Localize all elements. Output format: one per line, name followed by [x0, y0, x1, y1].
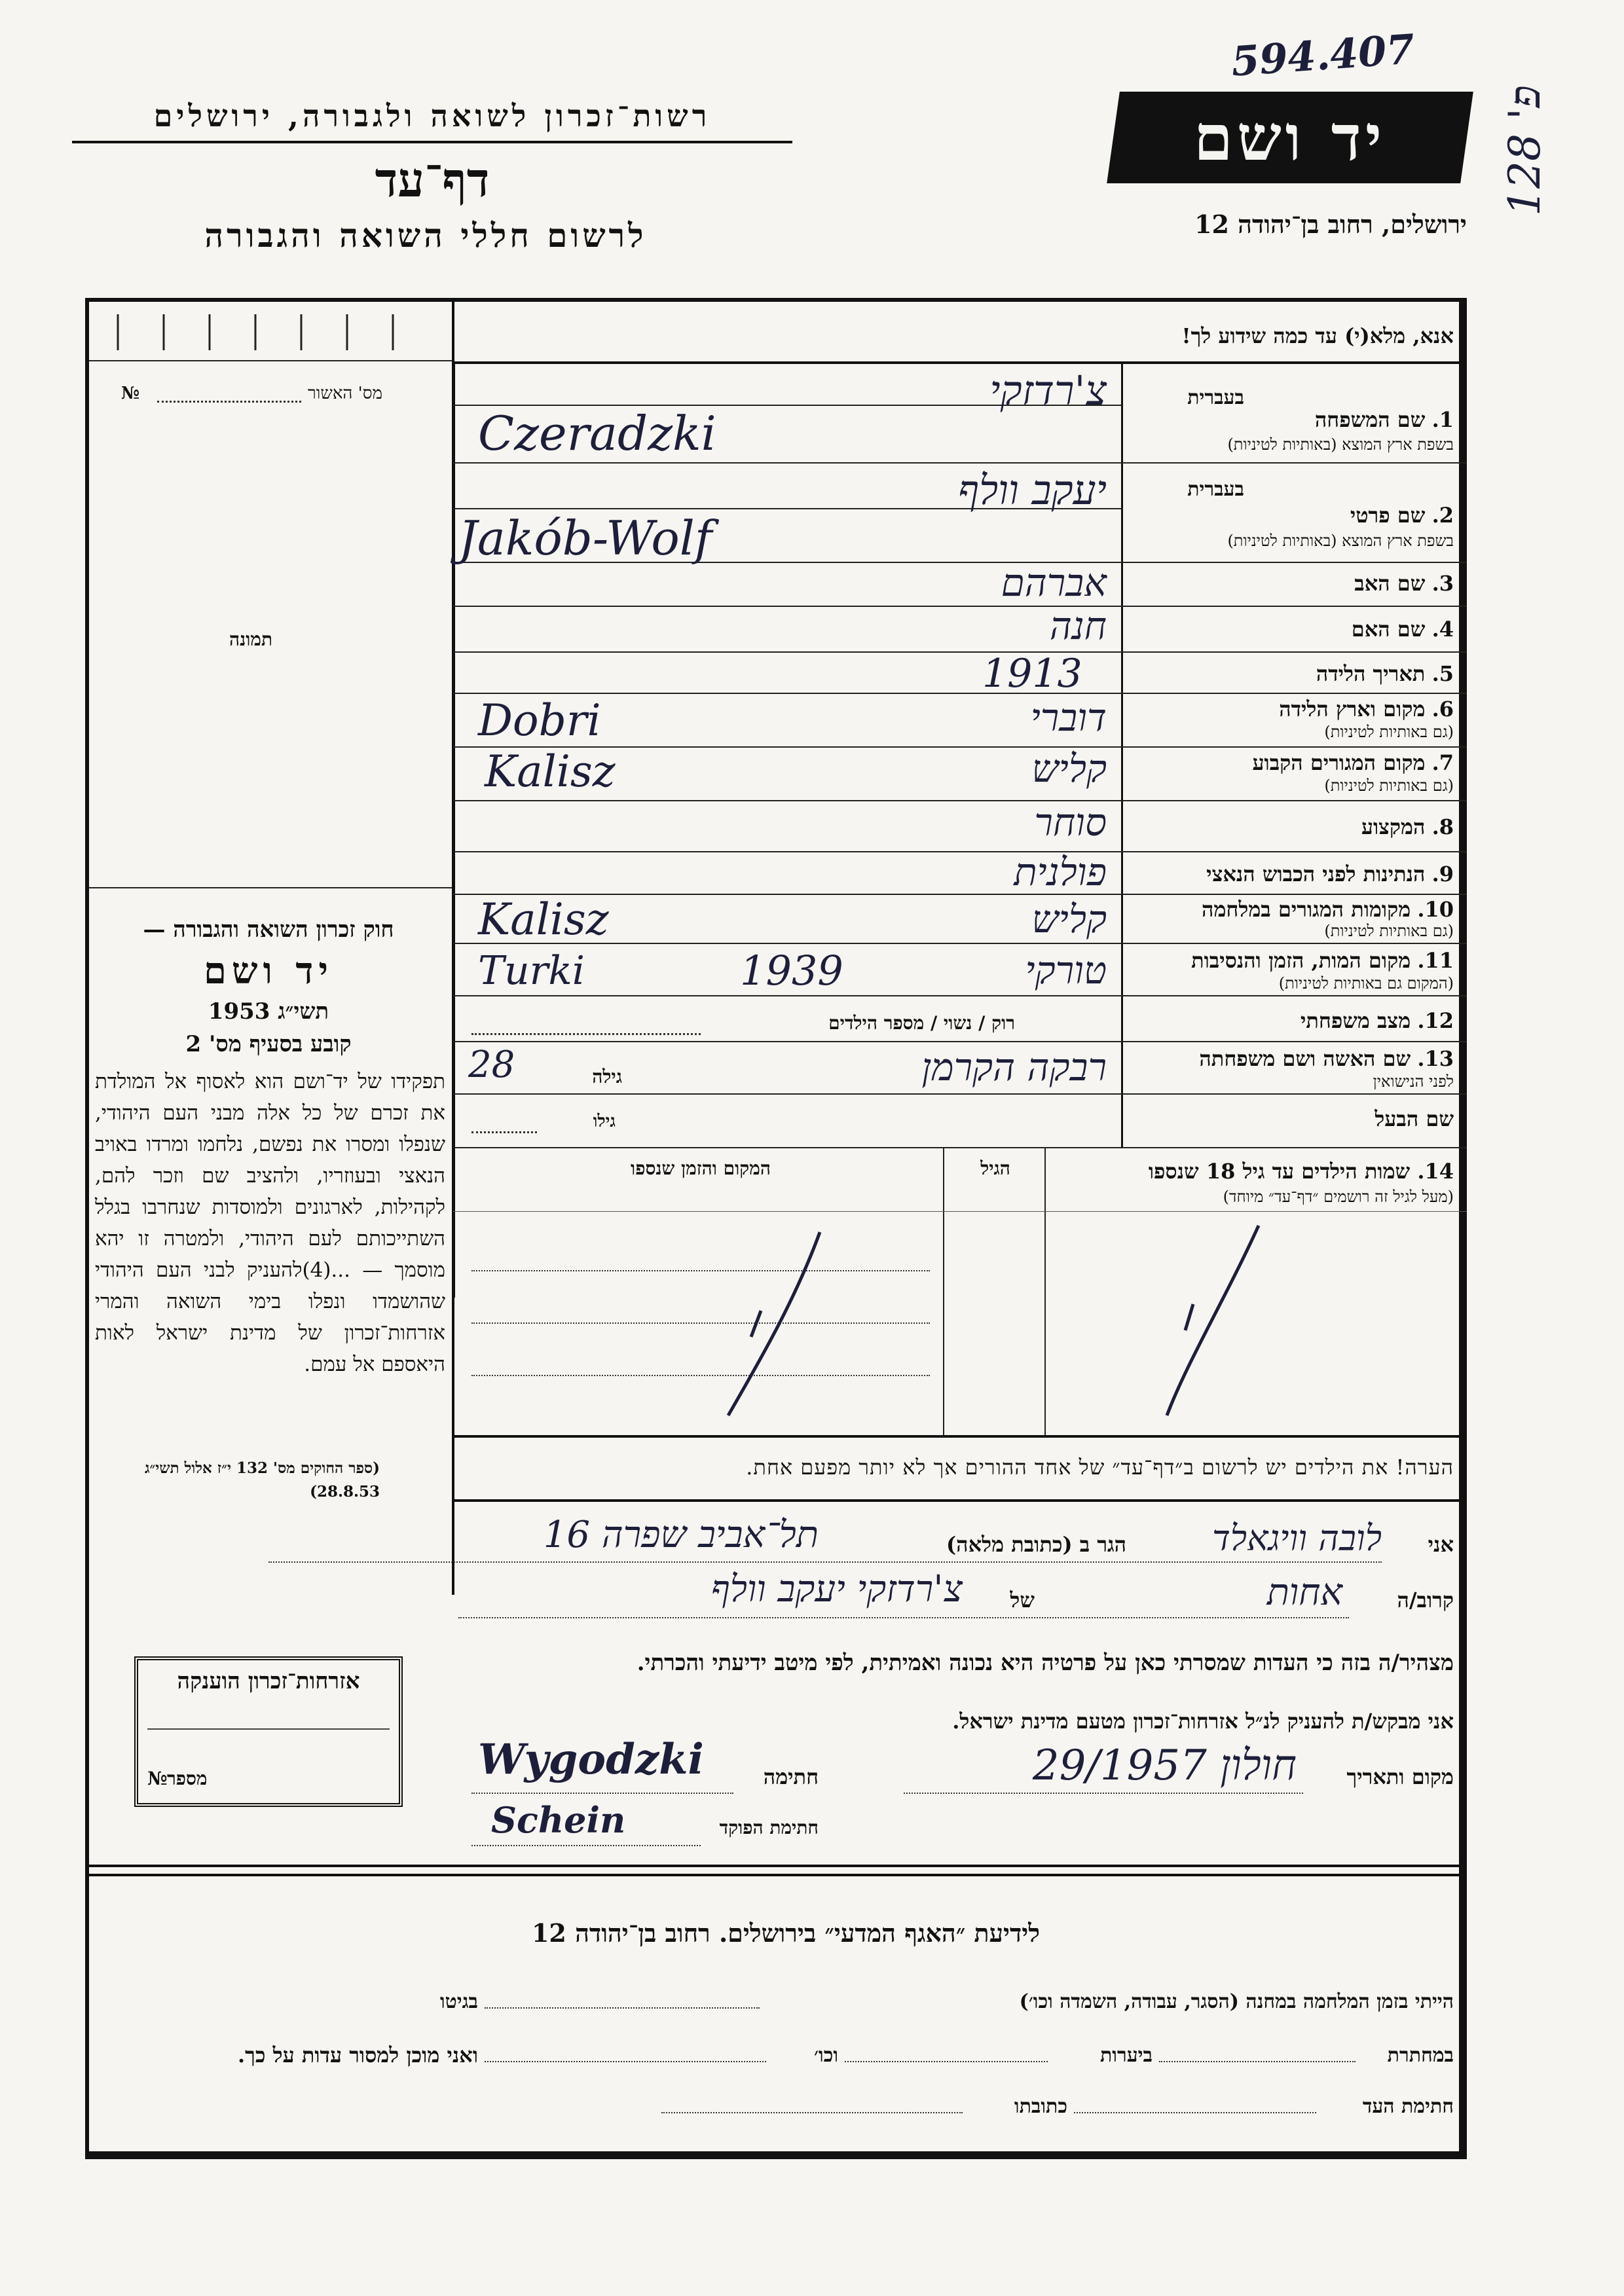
husband-label: שם הבעל: [1375, 1106, 1454, 1131]
note-top-line: [453, 1435, 1467, 1438]
children-strike-marks: [453, 1147, 1467, 1435]
instructions: אנא, מלא(י) עד כמה שידוע לך!: [1181, 323, 1454, 348]
strike-mark: [1185, 1304, 1193, 1330]
children-age-col: הגיל: [980, 1157, 1010, 1179]
strike-mark: [728, 1232, 820, 1415]
footer-line2-dots-2: [845, 2061, 1048, 2062]
field-6-num: 6.: [1431, 697, 1454, 721]
field-1-tag: בעברית: [1187, 386, 1244, 409]
field-10-label: [1133, 897, 1454, 922]
row-line: [453, 1041, 1467, 1042]
footer-line3-dots-1: [1074, 2112, 1316, 2113]
children-label-text: שמות הילדים עד גיל 18 שנספו: [1148, 1159, 1411, 1184]
officer-dots: [471, 1845, 701, 1846]
field-9-num: 9.: [1431, 862, 1454, 886]
field-6-latin: Dobri: [478, 695, 601, 746]
law-year: תשי״ג 1953: [208, 998, 329, 1025]
law-title: חוק זכרון השואה והגבורה —: [143, 917, 394, 943]
note: הערה! את הילדים יש לרשום ב״דף־עד״ של אחד ההורים אך לא יותר מפעם אחת.: [746, 1455, 1454, 1480]
relation-label: קרוב/ה: [1397, 1588, 1454, 1613]
footer-line2-a: במחתרת: [1387, 2044, 1454, 2067]
officer-label: חתימת הפוקד: [719, 1817, 819, 1838]
field-12-num: 12.: [1417, 1008, 1454, 1033]
field-7-label-text: מקום המגורים הקבוע: [1252, 750, 1426, 775]
field-1-latin: Czeradzki: [478, 406, 716, 461]
request-text: אני מבקש/ת להעניק לנ״ל אזרחות־זכרון מטעם מדינת ישראל.: [952, 1709, 1454, 1734]
place-date-value: חולון 29/1957: [1032, 1741, 1297, 1790]
field-7-latin: Kalisz: [485, 746, 616, 797]
footer-line-2: [89, 1874, 1467, 1876]
strike-mark: [751, 1311, 761, 1337]
row-line: [453, 693, 1467, 694]
field-11-latin: Turki: [478, 948, 585, 994]
field-12-label: [1133, 1008, 1454, 1033]
field-5-num: 5.: [1431, 661, 1454, 686]
husband-age-dots: [471, 1131, 537, 1133]
field-4-num: 4.: [1431, 617, 1454, 642]
cert-dots: [157, 401, 301, 403]
signature: Wygodzki: [478, 1735, 704, 1784]
law-source: (ספר החוקים מס' 132 י״ז אלול תשי״ג 28.8.53): [144, 1459, 380, 1501]
children-num: 14.: [1417, 1159, 1454, 1184]
of-name: צ'רדזקי יעקב וולף: [710, 1568, 963, 1611]
declarant-name: לובה וויגאלד: [1211, 1518, 1382, 1559]
field-8-num: 8.: [1431, 814, 1454, 839]
children-sub: (מעל לגיל זה רושמים ״דף־עד״ מיוחד): [1223, 1188, 1454, 1206]
field-13-sub: לפני הנישואין: [1373, 1072, 1454, 1091]
memorial-box-number-label: מספר: [167, 1768, 208, 1789]
field-5-label: [1133, 661, 1454, 686]
address: ירושלים, רחוב בן־יהודה 12: [1194, 210, 1467, 239]
field-1-sub: בשפת ארץ המוצא (באותיות לטיניות): [1227, 435, 1454, 454]
signature-label: חתימה: [763, 1764, 819, 1789]
field-13-label: [1133, 1046, 1454, 1071]
field-2-sub: בשפת ארץ המוצא (באותיות לטיניות): [1227, 532, 1454, 550]
field-6-sub: (גם באותיות לטיניות): [1324, 723, 1454, 741]
field-3-value: אברהם: [1001, 560, 1107, 605]
field-2-hebrew: יעקב וולף: [958, 466, 1107, 514]
field-7-hebrew: קליש: [1031, 746, 1107, 791]
footer-line1-a: הייתי בזמן המלחמה במחנה (הסגר, עבודה, השמדה וכו׳): [1019, 1990, 1454, 2013]
footer-line2-dots-1: [1159, 2061, 1356, 2062]
form-subtitle: לרשום חללי השואה והגבורה: [204, 216, 647, 255]
field-11-label: [1133, 948, 1454, 973]
field-11-hebrew: טורקי: [1025, 948, 1107, 993]
field-5-value: 1913: [982, 651, 1082, 697]
marital-options: רוק / נשוי / מספר הילדים: [828, 1012, 1015, 1034]
row-line: [453, 651, 1467, 653]
field-2-label: [1133, 503, 1454, 528]
archive-number: 594.407: [1229, 25, 1416, 86]
footer-line3-a: חתימת העד: [1362, 2095, 1454, 2118]
wife-age-value: 28: [468, 1044, 515, 1086]
field-10-hebrew: קליש: [1031, 897, 1107, 941]
logo-text: יד ושם: [1194, 100, 1386, 175]
row-line: [453, 1093, 1467, 1095]
field-13-num: 13.: [1417, 1046, 1454, 1071]
field-11-label-text: מקום המות, הזמן והנסיבות: [1191, 948, 1411, 973]
field-7-label: [1133, 750, 1454, 775]
field-5-label-text: תאריך הלידה: [1316, 661, 1426, 686]
field-10-sub: (גם באותיות לטיניות): [1324, 922, 1454, 940]
row-line: [453, 995, 1467, 996]
field-13-hebrew: רבקה הקרמן: [921, 1045, 1107, 1089]
field-11-sub: (המקום גם באותיות לטיניות): [1278, 974, 1454, 993]
cert-ticks: [105, 308, 432, 354]
field-11-num: 11.: [1417, 948, 1454, 973]
field-8-value: סוחר: [1034, 800, 1107, 845]
strike-mark: [1167, 1226, 1259, 1415]
footer-title: לידיעת ״האגף המדעי״ בירושלים. רחוב בן־יהודה 12: [531, 1918, 1041, 1948]
declarant-address: תל־אביב שפרה 16: [543, 1514, 819, 1556]
field-6-label-text: מקום וארץ הלידה: [1279, 697, 1426, 721]
instructions-row: [452, 361, 1467, 364]
of-name-dots: [458, 1617, 1349, 1618]
field-6-label: [1133, 697, 1454, 721]
place-date-label: מקום ותאריך: [1346, 1764, 1454, 1789]
field-3-num: 3.: [1431, 571, 1454, 596]
footer-line-1: [89, 1865, 1467, 1867]
footer-line2-d: ואני מוכן למסור עדות על כך.: [237, 2043, 478, 2068]
law-text: תפקידו של יד־ושם הוא לאסוף אל המולדת את זכרם של כל אלה מבני העם היהודי, שנפלו ומסרו את נפשם, נלחמו ומרדו באויב הנאצי ובעוזריו, ולהציב שם וזכר להם, לקהילות, לארגונים ולמוסדות שנחרבו בגלל השתייכותם לעם היהודי, ולמטרה זו יהא מוסמך — ...(4)להעניק לבני העם היהודי שהושמדו ונפלו בימי השואה והמרי אזרחות־זכרון של מדינת ישראל לאות היאספם אל עמם.: [95, 1070, 445, 1376]
field-11-year: 1939: [740, 947, 843, 994]
field-10-num: 10.: [1417, 897, 1454, 922]
field-9-label-text: הנתינות לפני הכבוש הנאצי: [1206, 862, 1426, 886]
field-7-sub: (גם באותיות לטיניות): [1324, 776, 1454, 795]
field-3-label: [1133, 571, 1454, 596]
field-13-label-text: שם האשה ושם משפחתה: [1199, 1046, 1411, 1071]
tick-marks: [105, 308, 432, 354]
field-10-latin: Kalisz: [478, 894, 609, 945]
field-2-label-text: שם פרטי: [1350, 503, 1426, 528]
note-bottom-line: [453, 1499, 1467, 1502]
relation-value: אחות: [1266, 1571, 1342, 1614]
declarant-i-label: אני: [1428, 1532, 1454, 1557]
field-8-label: [1133, 814, 1454, 839]
field-1-label: [1133, 407, 1454, 432]
declarant-address-dots: [268, 1561, 1382, 1563]
declaration-text: מצהיר/ה בזה כי העדות שמסרתי כאן על פרטיה היא נכונה ואמיתית, לפי מיטב ידיעתי והכרתי.: [637, 1650, 1454, 1676]
footer-line2-b: ביערות: [1099, 2044, 1153, 2067]
field-4-label: [1133, 617, 1454, 642]
field-1-label-text: שם המשפחה: [1314, 407, 1426, 432]
yad-vashem-logo: [1107, 92, 1473, 183]
photo-label: תמונה: [229, 629, 273, 650]
field-2-latin: Jakób-Wolf: [458, 511, 712, 566]
form-title: דף־עד: [375, 152, 490, 208]
children-place-col: המקום והזמן שנספו: [631, 1157, 771, 1179]
footer-line1-b: בגיטו: [439, 1990, 478, 2013]
field-8-label-text: המקצוע: [1361, 814, 1426, 839]
field-6-hebrew: דוברי: [1030, 695, 1107, 740]
margin-note: פ' 128: [1500, 85, 1550, 216]
field-9-value: פולנית: [1014, 850, 1107, 894]
wife-age-label: גילה: [592, 1066, 622, 1087]
signature-dots: [471, 1793, 733, 1794]
officer-signature: Schein: [491, 1799, 626, 1841]
of-label: של: [1010, 1588, 1035, 1613]
authority-underline: [72, 141, 792, 143]
footer-line1-dots: [485, 2007, 760, 2009]
memorial-box-title: אזרחות־זכרון הוענקה: [177, 1668, 360, 1694]
field-2-num: 2.: [1431, 503, 1454, 528]
footer-line2-dots-3: [485, 2061, 766, 2062]
footer-line2-c: וכו׳: [814, 2044, 838, 2067]
field-2-tag: בעברית: [1187, 478, 1244, 501]
law-name: יד ושם: [203, 949, 334, 993]
field-9-label: [1133, 862, 1454, 886]
memorial-box-line: [147, 1728, 390, 1730]
authority-name: רשות־זכרון לשואה ולגבורה, ירושלים: [153, 98, 711, 134]
field-1-hebrew: צ'רדזקי: [989, 367, 1107, 414]
declarant-resides-label: הגר ב (כתובת מלאה): [946, 1532, 1126, 1557]
field-3-label-text: שם האב: [1354, 571, 1426, 596]
photo-bottom-line: [89, 887, 452, 888]
marital-dots: [471, 1033, 701, 1035]
fields-divider: [1121, 361, 1123, 1147]
field-4-label-text: שם האם: [1351, 617, 1426, 642]
field-1-num: 1.: [1431, 407, 1454, 432]
footer-line3-dots-2: [661, 2112, 963, 2113]
cert-no: №: [121, 384, 140, 403]
place-date-dots: [904, 1793, 1303, 1794]
law-clause: קובע בסעיף מס' 2: [185, 1031, 352, 1057]
field-7-num: 7.: [1431, 750, 1454, 775]
field-4-value: חנה: [1049, 604, 1107, 648]
field-12-label-text: מצב משפחתי: [1300, 1008, 1411, 1033]
left-panel-top-row: [89, 360, 452, 361]
husband-age-label: גילו: [593, 1112, 616, 1131]
row-line: [453, 462, 1467, 464]
cert-label: מס' האשור: [308, 384, 383, 403]
field-10-label-text: מקומות המגורים במלחמה: [1202, 897, 1411, 922]
memorial-box-no: №: [147, 1768, 168, 1789]
footer-line3-b: כתובתו: [1014, 2095, 1067, 2118]
